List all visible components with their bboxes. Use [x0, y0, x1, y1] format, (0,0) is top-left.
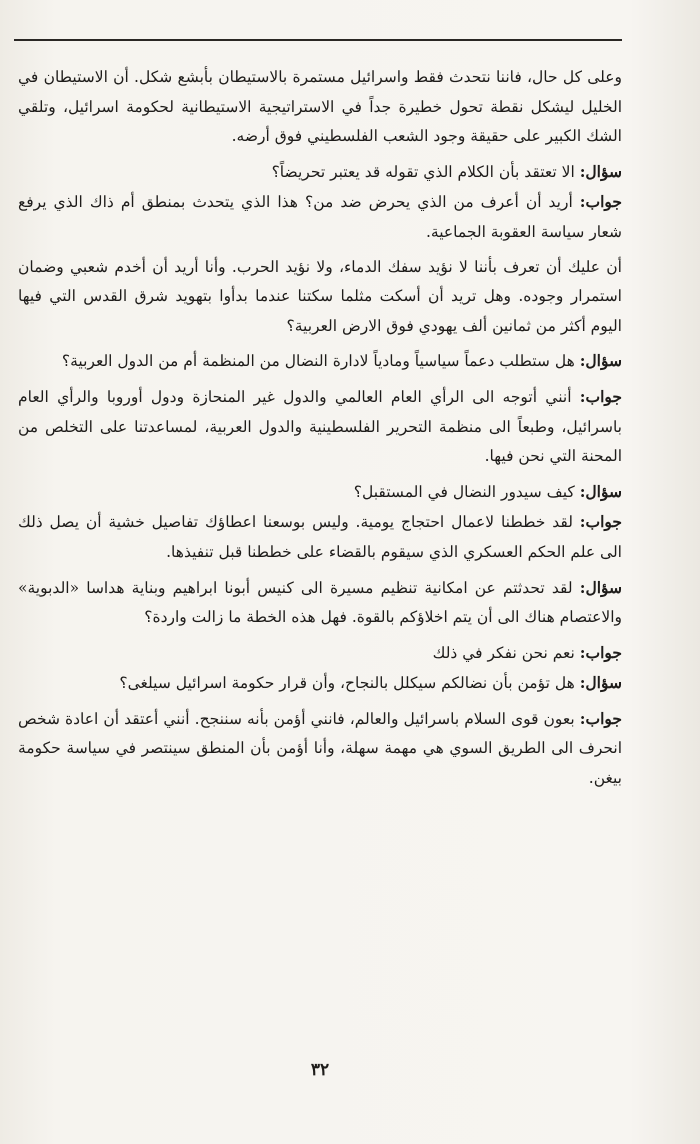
question: [18, 157, 622, 188]
question-text: هل ستطلب دعماً سياسياً ومادياً لادارة النضال من المنظمة أم من الدول العربية؟: [61, 352, 575, 371]
paragraph-text: وعلى كل حال، فاننا نتحدث فقط واسرائيل مستمرة بالاستيطان بأبشع شكل. أن الاستيطان في الخليل ليشكل نقطة تحول خطيرة جداً في الاستراتيجية الاستيطانية لحكومة اسرائيل، وتلقي الشك الكبير على حقيقة وجود الشعب الفلسطيني فوق أرضه.: [18, 68, 622, 146]
question-text: كيف سيدور النضال في المستقبل؟: [353, 482, 575, 501]
answer-label: جواب:: [579, 386, 622, 406]
answer-label: جواب:: [579, 708, 623, 728]
page-body: [18, 63, 622, 799]
question: [18, 668, 622, 699]
answer: [18, 187, 622, 247]
question-label: سؤال:: [579, 351, 622, 371]
answer-label: جواب:: [579, 642, 622, 662]
paragraph: [18, 63, 622, 152]
question-label: سؤال:: [579, 161, 622, 181]
answer: [18, 507, 622, 567]
answer-text: أريد أن أعرف من الذي يحرض ضد من؟ هذا الذي يتحدث بمنطق أم ذاك الذي يرفع شعار سياسة العقوبة الجماعية.: [18, 193, 622, 241]
paragraph: [18, 253, 622, 342]
answer-text: لقد خططنا لاعمال احتجاج يومية. وليس بوسعنا اعطاؤك تفاصيل خشية أن يصل ذلك الى علم الحكم العسكري الذي سيقوم بالقضاء على خططنا قبل تنفيذها.: [18, 513, 622, 561]
question-label: سؤال:: [579, 577, 623, 597]
answer-label: جواب:: [579, 192, 622, 212]
paragraph-text: أن عليك أن تعرف بأننا لا نؤيد سفك الدماء، ولا نؤيد الحرب. وأنا أريد أن أخدم شعبي وضمان استمرار وجوده. وهل تريد أن أسكت مثلما سكتنا عندما بدأوا بتهويد شرق القدس التي فيها اليوم أكثر من ثمانين ألف يهودي فوق الارض العربية؟: [18, 257, 622, 335]
question: [18, 573, 622, 633]
question-text: الا تعتقد بأن الكلام الذي تقوله قد يعتبر تحريضاً؟: [271, 162, 575, 181]
header-rule: [14, 39, 622, 41]
answer-text: أنني أتوجه الى الرأي العام العالمي والدول غير المنحازة ودول أوروبا والرأي العام باسرائيل، وطبعاً الى منظمة التحرير الفلسطينية والدول العربية، لمساعدتنا على التخلص من المحنة التي نحن فيها.: [18, 387, 622, 466]
question-label: سؤال:: [579, 481, 622, 501]
answer: [18, 382, 622, 472]
answer: [18, 638, 622, 669]
question: [18, 346, 622, 377]
answer-label: جواب:: [579, 512, 622, 532]
question-text: هل تؤمن بأن نضالكم سيكلل بالنجاح، وأن قرار حكومة اسرائيل سيلغى؟: [119, 674, 575, 693]
question-text: لقد تحدثتم عن امكانية تنظيم مسيرة الى كنيس أبونا ابراهيم وبناية هداسا «الدبوية» والاعتصام هناك الى أن يتم اخلاؤكم بالقوة. فهل هذه الخطة ما زالت واردة؟: [18, 578, 622, 627]
answer-text: نعم نحن نفكر في ذلك: [432, 643, 575, 662]
question-label: سؤال:: [579, 673, 622, 693]
answer-text: بعون قوى السلام باسرائيل والعالم، فانني أؤمن بأنه سننجح. أنني أعتقد أن اعادة شخص انحرف الى الطريق السوي هي مهمة سهلة، وأنا أؤمن بأن المنطق سينتصر في سياسة حكومة بيغن.: [18, 709, 623, 788]
page-number: ٣٢: [310, 1060, 330, 1080]
question: [18, 477, 622, 508]
answer: [18, 704, 622, 794]
